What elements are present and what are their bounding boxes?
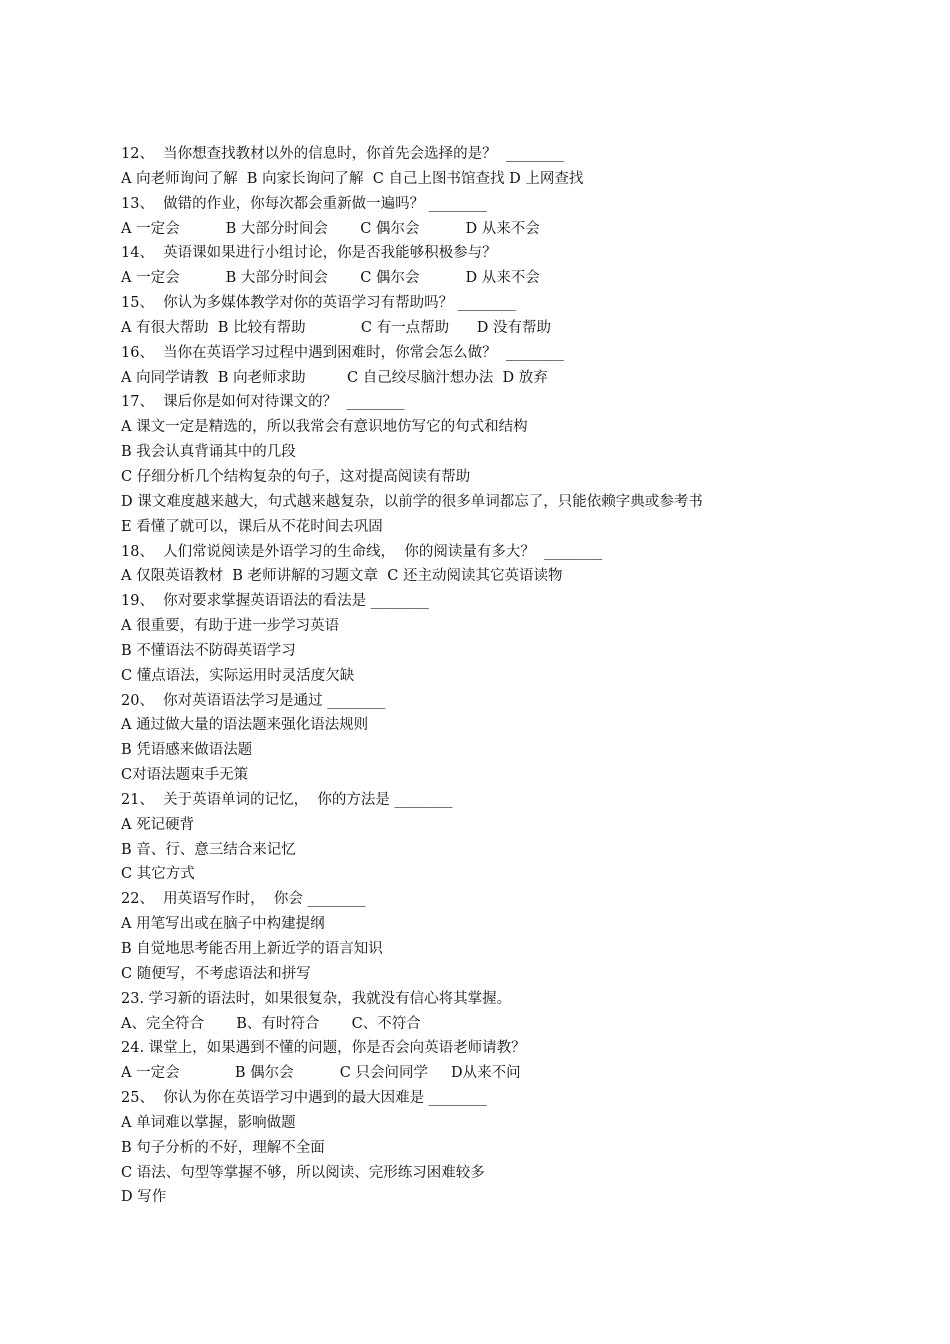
option-19-b: B 不懂语法不防碍英语学习: [121, 642, 296, 659]
question-18: 18、 人们常说阅读是外语学习的生命线， 你的阅读量有多大？ ________: [121, 543, 603, 560]
option-20-b: B 凭语感来做语法题: [121, 742, 253, 759]
option-22-b: B 自觉地思考能否用上新近学的语言知识: [121, 941, 383, 957]
question-21: 21、 关于英语单词的记忆， 你的方法是 ________: [121, 791, 453, 808]
question-14: 14、 英语课如果进行小组讨论，你是否我能够积极参与？: [121, 245, 497, 262]
options-16: A 向同学请教 B 向老师求助 C 自己绞尽脑汁想办法 D 放弃: [121, 369, 548, 386]
option-25-d: D 写作: [121, 1189, 167, 1206]
question-25: 25、 你认为你在英语学习中遇到的最大因难是 ________: [121, 1090, 487, 1107]
option-20-a: A 通过做大量的语法题来强化语法规则: [121, 717, 369, 734]
question-13: 13、 做错的作业，你每次都会重新做一遍吗？ ________: [121, 195, 487, 212]
question-12: 12、 当你想查找教材以外的信息时，你首先会选择的是？ ________: [121, 146, 564, 162]
option-22-a: A 用笔写出或在脑子中构建提纲: [121, 916, 325, 933]
options-15: A 有很大帮助 B 比较有帮助 C 有一点帮助 D 没有帮助: [121, 319, 551, 336]
options-14: A 一定会 B 大部分时间会 C 偶尔会 D 从来不会: [121, 270, 540, 287]
options-24: A 一定会 B 偶尔会 C 只会问同学 D从来不问: [121, 1065, 521, 1082]
options-18: A 仅限英语教材 B 老师讲解的习题文章 C 还主动阅读其它英语读物: [121, 568, 563, 585]
options-23: A、完全符合 B、有时符合 C、不符合: [121, 1015, 421, 1032]
question-16: 16、 当你在英语学习过程中遇到困难时，你常会怎么做？ ________: [121, 344, 564, 361]
option-17-a: A 课文一定是精选的，所以我常会有意识地仿写它的句式和结构: [121, 419, 528, 436]
option-25-c: C 语法、句型等掌握不够，所以阅读、完形练习困难较多: [121, 1164, 485, 1181]
question-24: 24. 课堂上，如果遇到不懂的问题，你是否会向英语老师请教？: [121, 1040, 526, 1057]
question-15: 15、 你认为多媒体教学对你的英语学习有帮助吗？ ________: [121, 295, 516, 312]
question-19: 19、 你对要求掌握英语语法的看法是 ________: [121, 593, 429, 610]
option-22-c: C 随便写，不考虑语法和拼写: [121, 965, 311, 982]
option-25-a: A 单词难以掌握，影响做题: [121, 1114, 296, 1131]
question-23: 23. 学习新的语法时，如果很复杂，我就没有信心将其掌握。: [121, 990, 512, 1007]
question-20: 20、 你对英语语法学习是通过 ________: [121, 692, 386, 709]
option-17-b: B 我会认真背诵其中的几段: [121, 444, 296, 461]
question-17: 17、 课后你是如何对待课文的？ ________: [121, 394, 405, 411]
option-19-a: A 很重要，有助于进一步学习英语: [121, 618, 340, 635]
option-20-c: C对语法题束手无策: [121, 767, 249, 784]
option-17-d: D 课文难度越来越大，句式越来越复杂，以前学的很多单词都忘了，只能依赖字典或参考书: [121, 493, 703, 510]
option-21-c: C 其它方式: [121, 866, 195, 883]
option-25-b: B 句子分析的不好，理解不全面: [121, 1139, 325, 1156]
option-21-b: B 音、行、意三结合来记忆: [121, 841, 296, 858]
questionnaire-text: [121, 142, 821, 1210]
options-12: A 向老师询问了解 B 向家长询问了解 C 自己上图书馆查找 D 上网查找: [121, 170, 584, 187]
option-17-e: E 看懂了就可以，课后从不花时间去巩固: [121, 518, 383, 535]
question-22: 22、 用英语写作时， 你会 ________: [121, 891, 366, 908]
option-17-c: C 仔细分析几个结构复杂的句子，这对提高阅读有帮助: [121, 468, 471, 485]
option-19-c: C 懂点语法，实际运用时灵活度欠缺: [121, 667, 355, 684]
options-13: A 一定会 B 大部分时间会 C 偶尔会 D 从来不会: [121, 220, 540, 237]
option-21-a: A 死记硬背: [121, 816, 195, 833]
